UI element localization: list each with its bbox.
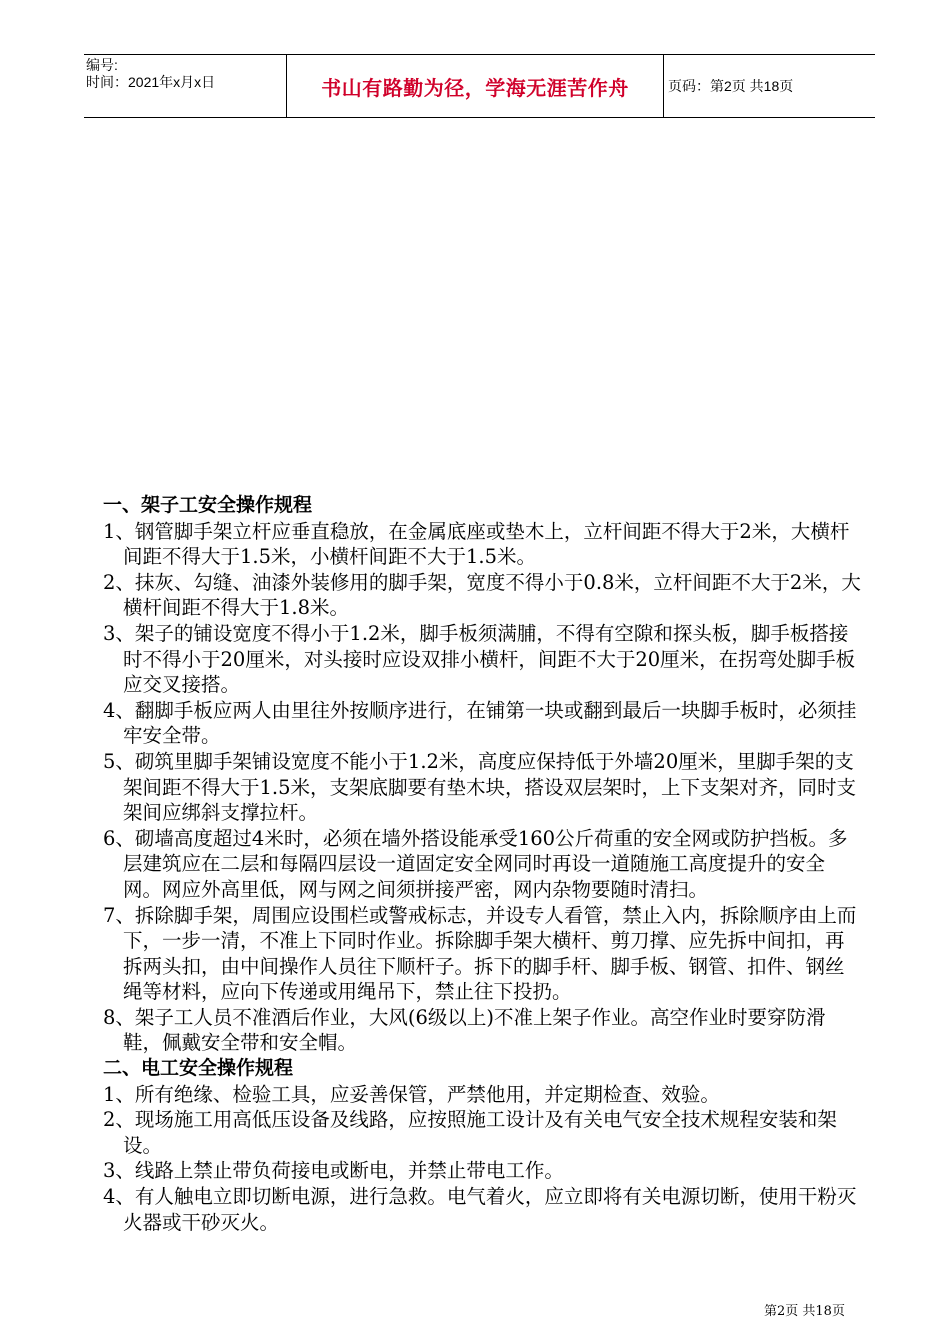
list-item: 7、拆除脚手架，周围应设围栏或警戒标志，并设专人看管，禁止入内，拆除顺序由上而下，一步一清，不准上下同时作业。拆除脚手架大横杆、剪刀撑、应先拆中间扣，再拆两头扣，由中间操作人员往下顺杆子。拆下的脚手杆、脚手板、钢管、扣件、钢丝绳等材料，应向下传递或用绳吊下，禁止往下投扔。 [103, 903, 857, 1004]
list-item: 5、砌筑里脚手架铺设宽度不能小于1.2米，高度应保持低于外墙20厘米，里脚手架的支架间距不得大于1.5米，支架底脚要有垫木块，搭设双层架时，上下支架对齐，同时支架间应绑斜支撑拉杆。 [103, 749, 857, 825]
list-item: 2、现场施工用高低压设备及线路，应按照施工设计及有关电气安全技术规程安装和架设。 [103, 1108, 837, 1157]
list-item: 3、线路上禁止带负荷接电或断电，并禁止带电工作。 [103, 1159, 564, 1183]
list-item: 4、翻脚手板应两人由里往外按顺序进行，在铺第一块或翻到最后一块脚手板时，必须挂牢安全带。 [103, 698, 857, 748]
list-item: 1、钢管脚手架立杆应垂直稳放，在金属底座或垫木上，立杆间距不得大于2米，大横杆间距不得大于1.5米，小横杆间距不大于1.5米。 [103, 519, 850, 569]
header-meta [86, 57, 282, 91]
header-page-info: 页码：第2页 共18页 [668, 78, 794, 94]
list-item: 2、抹灰、勾缝、油漆外装修用的脚手架，宽度不得小于0.8米，立杆间距不大于2米，大横杆间距不得大于1.8米。 [103, 570, 861, 620]
list-item: 8、架子工人员不准酒后作业，大风(6级以上)不准上架子作业。高空作业时要穿防滑鞋，佩戴安全带和安全帽。 [103, 1005, 826, 1055]
document-body [103, 493, 863, 1235]
header-motto: 书山有路勤为径，学海无涯苦作舟 [286, 55, 664, 117]
page-header [84, 54, 875, 118]
list-item: 6、砌墙高度超过4米时，必须在墙外搭设能承受160公斤荷重的安全网或防护挡板。多层建筑应在二层和每隔四层设一道固定安全网同时再设一道随施工高度提升的安全网。网应外高里低，网与网之间须拼接严密，网内杂物要随时清扫。 [103, 826, 848, 901]
page-footer: 第2页 共18页 [764, 1304, 845, 1319]
time-label: 时间：2021年x月x日 [86, 74, 216, 90]
list-item: 3、架子的铺设宽度不得小于1.2米，脚手板须满脯，不得有空隙和探头板，脚手板搭接时不得小于20厘米，对头接时应设双排小横杆，间距不大于20厘米，在拐弯处脚手板应交叉接搭。 [103, 621, 856, 697]
number-label: 编号: [86, 57, 118, 73]
section-title: 二、电工安全操作规程 [103, 1057, 294, 1080]
section-title: 一、架子工安全操作规程 [103, 494, 313, 516]
list-item: 1、所有绝缘、检验工具，应妥善保管，严禁他用，并定期检查、效验。 [103, 1082, 720, 1106]
list-item: 4、有人触电立即切断电源，进行急救。电气着火，应立即将有关电源切断，使用干粉灭火器或干砂灭火。 [103, 1185, 857, 1234]
